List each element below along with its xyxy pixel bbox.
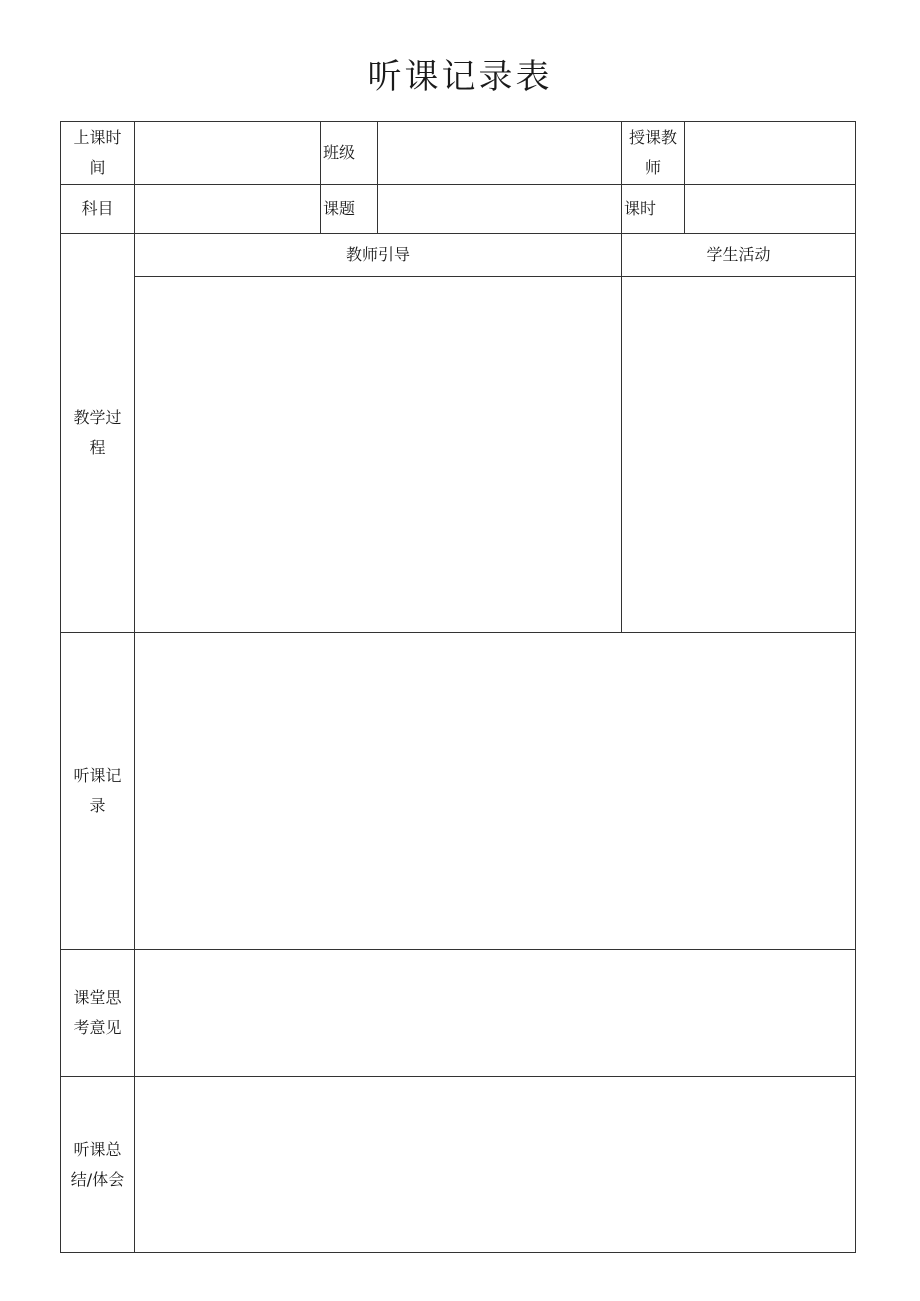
observation-form-table [60,121,856,1253]
class-label: 班级 [321,122,378,185]
class-field[interactable] [378,122,622,185]
period-field[interactable] [685,185,856,234]
summary-label: 听课总结/体会 [61,1077,135,1253]
period-label: 课时 [622,185,685,234]
subject-label: 科目 [61,185,135,234]
observation-record-label: 听课记录 [61,633,135,950]
teacher-label: 授课教师 [622,122,685,185]
class-time-label: 上课时间 [61,122,135,185]
topic-label: 课题 [321,185,378,234]
teaching-process-header-row [61,234,856,277]
teacher-guide-field[interactable] [135,277,622,633]
summary-row [61,1077,856,1253]
class-time-field[interactable] [135,122,321,185]
subject-field[interactable] [135,185,321,234]
header-row-2 [61,185,856,234]
header-row-1 [61,122,856,185]
teacher-field[interactable] [685,122,856,185]
classroom-reflection-label: 课堂思考意见 [61,950,135,1077]
observation-record-field[interactable] [135,633,856,950]
teaching-process-label: 教学过程 [61,234,135,633]
summary-field[interactable] [135,1077,856,1253]
observation-record-row [61,633,856,950]
form-title: 听课记录表 [367,57,553,97]
teacher-guide-header: 教师引导 [135,234,622,277]
student-activity-field[interactable] [622,277,856,633]
student-activity-header: 学生活动 [622,234,856,277]
classroom-reflection-row [61,950,856,1077]
teaching-process-body-row [61,277,856,633]
topic-field[interactable] [378,185,622,234]
classroom-reflection-field[interactable] [135,950,856,1077]
